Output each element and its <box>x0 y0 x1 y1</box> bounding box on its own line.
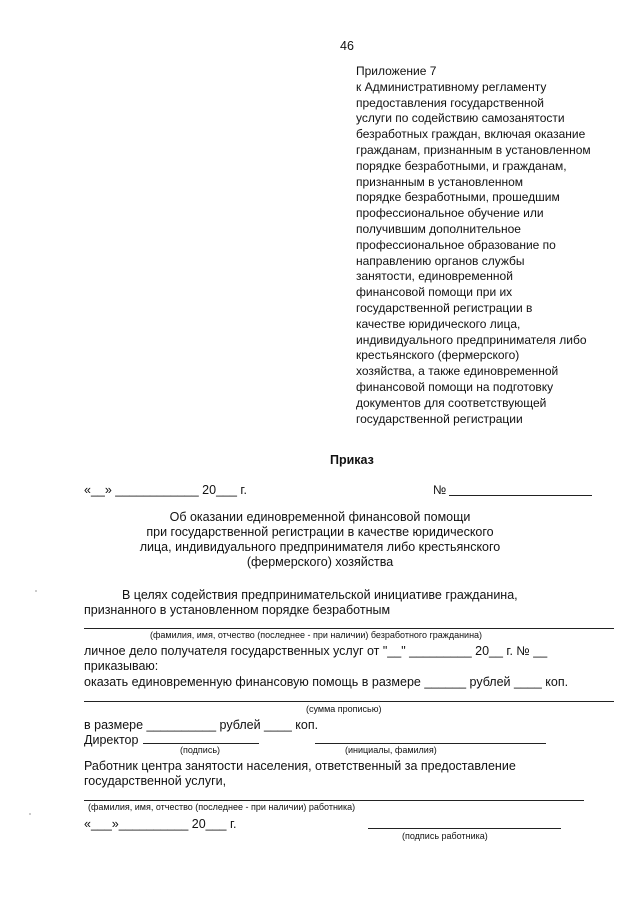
page-number: 46 <box>340 39 354 53</box>
appendix-line: качестве юридического лица, <box>356 316 521 331</box>
intro-line-2: признанного в установленном порядке безработным <box>84 603 391 617</box>
appendix-line: государственной регистрации <box>356 411 523 426</box>
intro-line-1: В целях содействия предпринимательской инициативе гражданина, <box>122 588 518 602</box>
citizen-name-field[interactable] <box>84 628 614 629</box>
caption-worker-name: (фамилия, имя, отчество (последнее - при наличии) работника) <box>88 802 356 812</box>
amount-in-words-field[interactable] <box>84 701 614 702</box>
order-number-field[interactable] <box>449 495 592 496</box>
order-word: приказываю: <box>84 659 159 673</box>
appendix-line: хозяйства, а также единовременной <box>356 364 559 379</box>
subject-line: лица, индивидуального предпринимателя либо крестьянского <box>139 540 501 554</box>
appendix-line: порядке безработными, прошедшим <box>356 190 560 205</box>
scan-artifact <box>35 590 37 592</box>
caption-citizen-name: (фамилия, имя, отчество (последнее - при наличии) безработного гражданина) <box>150 630 483 640</box>
worker-name-field[interactable] <box>84 800 584 801</box>
appendix-line: к Административному регламенту <box>356 79 547 94</box>
appendix-line: направлению органов службы <box>356 253 525 268</box>
appendix-line: Приложение 7 <box>356 64 437 78</box>
case-file-line: личное дело получателя государственных услуг от "__" _________ 20__ г. № __ <box>84 644 548 658</box>
caption-worker-signature: (подпись работника) <box>402 831 488 841</box>
appendix-block <box>356 64 591 427</box>
provide-assistance-line: оказать единовременную финансовую помощь в размере ______ рублей ____ коп. <box>84 675 569 689</box>
appendix-line: индивидуального предпринимателя либо <box>356 332 587 347</box>
appendix-line: признанным в установленном <box>356 174 524 189</box>
director-label: Директор <box>84 733 139 747</box>
appendix-line: крестьянского (фермерского) <box>356 348 520 363</box>
subject-line: Об оказании единовременной финансовой помощи <box>169 510 471 524</box>
worker-line-2: государственной услуги, <box>84 774 227 788</box>
subject-line: (фермерского) хозяйства <box>246 555 394 569</box>
document-title: Приказ <box>330 453 374 467</box>
appendix-line: предоставления государственной <box>356 95 545 110</box>
director-initials-field[interactable] <box>315 743 546 744</box>
director-signature-field[interactable] <box>143 743 259 744</box>
appendix-line: документов для соответствующей <box>356 395 547 410</box>
appendix-line: занятости, единовременной <box>356 269 513 284</box>
appendix-line: финансовой помощи на подготовку <box>356 379 554 394</box>
appendix-line: безработных граждан, включая оказание <box>356 127 586 142</box>
caption-amount-in-words: (сумма прописью) <box>306 704 382 714</box>
amount-line: в размере __________ рублей ____ коп. <box>84 718 319 732</box>
appendix-line: государственной регистрации в <box>356 300 533 315</box>
scan-artifact <box>29 813 31 815</box>
appendix-line: финансовой помощи при их <box>356 285 513 300</box>
worker-line-1: Работник центра занятости населения, ответственный за предоставление <box>84 759 516 773</box>
appendix-line: получившим дополнительное <box>356 221 521 236</box>
order-date-line: «__» ____________ 20___ г. <box>84 483 247 497</box>
worker-date-line: «___»__________ 20___ г. <box>84 817 237 831</box>
appendix-line: услуги по содействию самозанятости <box>356 111 565 126</box>
appendix-line: порядке безработными, и гражданам, <box>356 158 567 173</box>
order-subject <box>100 510 540 570</box>
caption-initials: (инициалы, фамилия) <box>345 745 437 755</box>
caption-signature: (подпись) <box>180 745 221 755</box>
subject-line: при государственной регистрации в качестве юридического <box>146 525 494 539</box>
order-number-label: № <box>433 483 447 497</box>
appendix-line: гражданам, признанным в установленном <box>356 142 591 157</box>
appendix-line: профессиональное обучение или <box>356 206 544 221</box>
worker-signature-field[interactable] <box>368 828 561 829</box>
appendix-line: профессиональное образование по <box>356 237 556 252</box>
